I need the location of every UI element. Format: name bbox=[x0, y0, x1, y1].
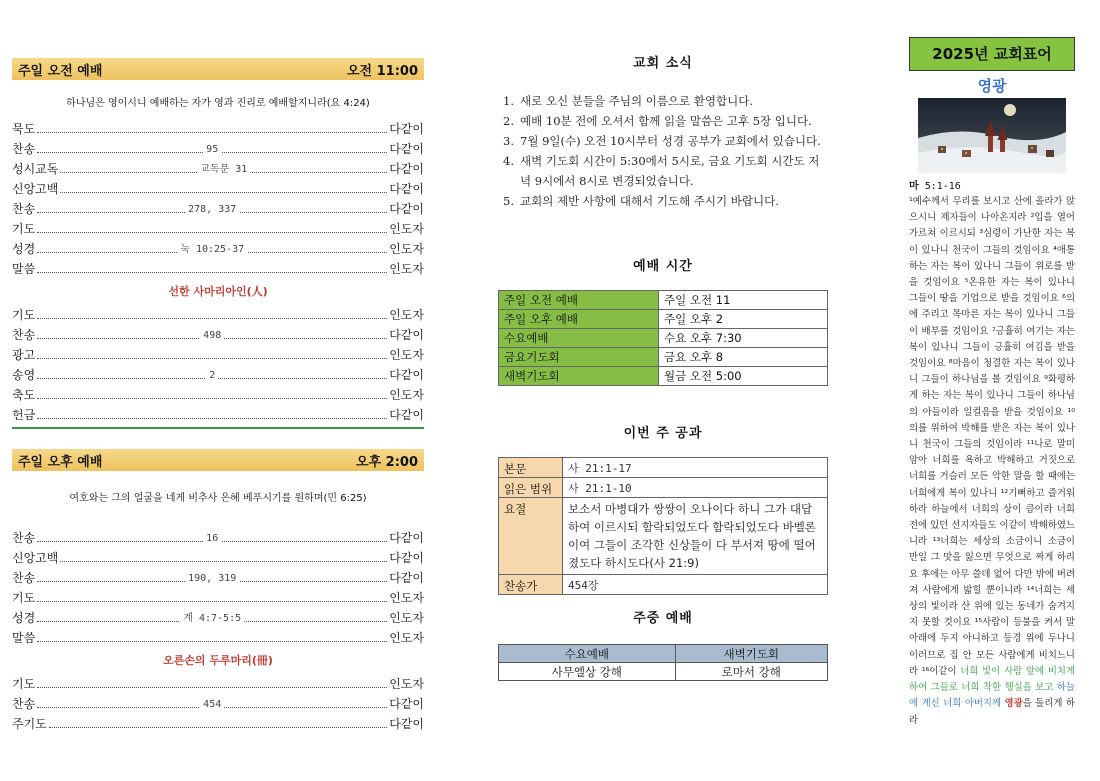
order-detail: 2 bbox=[206, 370, 218, 381]
service-name: 주일 오후 예배 bbox=[499, 310, 659, 329]
order-item: 말씀 bbox=[12, 631, 36, 645]
service-name: 주일 오전 예배 bbox=[499, 291, 659, 310]
scripture-green: 너희 빛이 사람 앞에 비치게 하여 그들로 너희 착한 행실을 보고 bbox=[909, 665, 1076, 694]
order-detail: 95 bbox=[203, 144, 221, 155]
order-leader: 인도자 bbox=[389, 308, 424, 322]
news-title: 교회 소식 bbox=[633, 56, 693, 71]
order-row bbox=[12, 237, 424, 257]
order-row bbox=[12, 383, 424, 403]
news-number: 1. bbox=[503, 94, 514, 108]
morning-order-part1 bbox=[12, 117, 424, 277]
order-item: 기도 bbox=[12, 222, 36, 236]
news-item bbox=[498, 111, 828, 131]
order-item: 기도 bbox=[12, 308, 36, 322]
news-number: 5. bbox=[503, 194, 514, 208]
order-detail: 278, 337 bbox=[185, 204, 239, 215]
motto-word: 영광 bbox=[977, 77, 1007, 95]
service-name: 수요예배 bbox=[499, 329, 659, 348]
midweek-body-row bbox=[499, 663, 828, 681]
order-row bbox=[12, 137, 424, 157]
winter-village-image bbox=[918, 98, 1066, 173]
news-number: 4. bbox=[503, 154, 514, 168]
order-row bbox=[12, 546, 424, 566]
order-leader: 다같이 bbox=[389, 551, 424, 565]
afternoon-order-part2 bbox=[12, 672, 424, 732]
news-text: 새로 오신 분들을 주님의 이름으로 환영합니다. bbox=[520, 94, 754, 108]
service-time: 주일 오전 11 bbox=[659, 291, 828, 310]
order-item: 헌금 bbox=[12, 408, 36, 422]
order-item: 성시교독 bbox=[12, 162, 59, 176]
motto-scripture bbox=[909, 194, 1075, 729]
lesson-hymn-label: 찬송가 bbox=[499, 575, 563, 595]
order-item: 찬송 bbox=[12, 202, 36, 216]
leader-dots bbox=[37, 613, 387, 624]
order-item: 찬송 bbox=[12, 531, 36, 545]
order-row bbox=[12, 343, 424, 363]
morning-order-part2 bbox=[12, 303, 424, 423]
order-detail: 454 bbox=[200, 699, 224, 710]
leader-dots bbox=[37, 533, 387, 544]
leader-dots bbox=[37, 272, 387, 273]
afternoon-title: 주일 오후 예배 bbox=[18, 454, 103, 470]
order-leader: 인도자 bbox=[389, 631, 424, 645]
order-row bbox=[12, 403, 424, 423]
morning-banner bbox=[12, 58, 424, 80]
leader-dots bbox=[49, 727, 387, 728]
lesson-title: 이번 주 공과 bbox=[623, 426, 703, 441]
order-row bbox=[12, 606, 424, 626]
order-detail: 계 4:7-5:5 bbox=[180, 609, 244, 624]
morning-title: 주일 오전 예배 bbox=[18, 63, 103, 79]
news-text: 예배 10분 전에 오셔서 함께 읽을 말씀은 고후 5장 입니다. bbox=[520, 114, 812, 128]
news-item bbox=[498, 151, 828, 191]
lesson-row-hymn bbox=[499, 575, 828, 595]
midweek-head-row bbox=[499, 645, 828, 663]
order-leader: 인도자 bbox=[389, 388, 424, 402]
order-leader: 인도자 bbox=[389, 242, 424, 256]
afternoon-sermon-title: 오른손의 두루마리(冊) bbox=[163, 654, 273, 667]
leader-dots bbox=[60, 192, 387, 193]
order-row bbox=[12, 117, 424, 137]
leader-dots bbox=[37, 318, 387, 319]
order-leader: 다같이 bbox=[389, 717, 424, 731]
leader-dots bbox=[37, 641, 387, 642]
scripture-red: 영광 bbox=[1004, 698, 1023, 710]
order-leader: 다같이 bbox=[389, 122, 424, 136]
leader-dots bbox=[37, 244, 387, 255]
order-item: 신앙고백 bbox=[12, 182, 59, 196]
leader-dots bbox=[60, 561, 387, 562]
order-row bbox=[12, 692, 424, 712]
service-time-row bbox=[499, 348, 828, 367]
service-time-row bbox=[499, 310, 828, 329]
leader-dots bbox=[37, 601, 387, 602]
order-leader: 다같이 bbox=[389, 328, 424, 342]
motto-year-title: 2025년 교회표어 bbox=[909, 37, 1075, 71]
leader-dots bbox=[37, 204, 387, 215]
order-leader: 인도자 bbox=[389, 348, 424, 362]
news-text: 7월 9일(수) 오전 10시부터 성경 공부가 교회에서 있습니다. bbox=[520, 134, 821, 148]
order-item: 찬송 bbox=[12, 328, 36, 342]
order-item: 찬송 bbox=[12, 142, 36, 156]
afternoon-service bbox=[12, 449, 424, 732]
news-item bbox=[498, 131, 828, 151]
morning-sermon-title: 선한 사마리아인(人) bbox=[168, 285, 268, 298]
service-time: 주일 오후 2 bbox=[659, 310, 828, 329]
news-item bbox=[498, 191, 828, 211]
motto-reference bbox=[909, 177, 1075, 192]
lesson-summary-value: 보소서 마병대가 쌍쌍이 오나이다 하니 그가 대답하여 이르시되 함락되었도다 함락되었도다 바벨론이여 그들이 조각한 신상들이 다 부서져 땅에 떨어졌도다 하시도다(사 21:9) bbox=[563, 498, 828, 575]
news-text: 교회의 제반 사항에 대해서 기도해 주시기 바랍니다. bbox=[520, 194, 779, 208]
order-leader: 다같이 bbox=[389, 182, 424, 196]
lesson-table bbox=[498, 457, 828, 595]
order-detail: 교독문 31 bbox=[197, 160, 250, 175]
lesson-row-summary bbox=[499, 498, 828, 575]
order-detail: 190, 319 bbox=[185, 573, 239, 584]
leader-dots bbox=[37, 358, 387, 359]
order-leader: 다같이 bbox=[389, 531, 424, 545]
order-row bbox=[12, 586, 424, 606]
order-row bbox=[12, 626, 424, 646]
afternoon-verse: 여호와는 그의 얼굴을 네게 비추사 은혜 베푸시기를 원하며(민 6:25) bbox=[69, 493, 367, 504]
service-time: 수요 오후 7:30 bbox=[659, 329, 828, 348]
service-name: 새벽기도회 bbox=[499, 367, 659, 386]
service-times-table bbox=[498, 290, 828, 386]
midweek-body-wed: 사무엘상 강해 bbox=[499, 663, 676, 681]
order-row bbox=[12, 157, 424, 177]
order-detail: 498 bbox=[200, 330, 224, 341]
scripture-main: ¹예수께서 무리를 보시고 산에 올라가 앉으시니 제자들이 나아온지라 ²입을 열어 가르쳐 이르시되 ³심령이 가난한 자는 복이 있나니 천국이 그들의 것임이요 ⁴애통하는 자는 복이 있나니 그들이 위로를 받을 것임이요 ⁵온유한 자는 복이 있나니 그들이 땅을 기업으로 받을 것임이요 ⁶의에 주리고 목마른 자는 복이 있나니 그들이 배부를 것임이요 ⁷긍휼히 여기는 자는 복이 있나니 그들이 긍휼히 여김을 받을 것임이요 ⁸마음이 청결한 자는 복이 있나니 그들이 하나님을 볼 것임이요 ⁹화평하게 하는 자는 복이 있나니 그들이 하나님의 아들이라 일컬음을 받을 것임이요 ¹⁰의를 위하여 박해를 받은 자는 복이 있나니 천국이 그들의 것임이라 ¹¹나로 말미암아 너희를 욕하고 박해하고 거짓으로 너희를 거슬러 모든 악한 말을 할 때에는 너희에게 복이 있나니 ¹²기뻐하고 즐거워하라 하늘에서 너희의 상이 큼이라 너희 전에 있던 선지자들도 이같이 박해하였느니라 ¹³너희는 세상의 소금이니 소금이 만일 그 맛을 잃으면 무엇으로 짜게 하리요 후에는 아무 쓸데 없어 다만 밖에 버려져 사람에게 밟힐 뿐이니라 ¹⁴너희는 세상의 빛이라 산 위에 있는 동네가 숨겨지지 못할 것이요 ¹⁵사람이 등불을 켜서 말 아래에 두지 아니하고 등경 위에 두나니 이러므로 집 안 모든 사람에게 비치느니라 ¹⁶이같이 bbox=[909, 196, 1075, 677]
afternoon-time: 오후 2:00 bbox=[356, 454, 418, 470]
leader-dots bbox=[37, 398, 387, 399]
order-row bbox=[12, 566, 424, 586]
order-leader: 다같이 bbox=[389, 571, 424, 585]
leader-dots bbox=[60, 164, 387, 175]
order-leader: 인도자 bbox=[389, 262, 424, 276]
order-item: 송영 bbox=[12, 368, 36, 382]
order-leader: 다같이 bbox=[389, 697, 424, 711]
morning-time: 오전 11:00 bbox=[346, 63, 418, 79]
service-time-row bbox=[499, 329, 828, 348]
order-row bbox=[12, 257, 424, 277]
service-name: 금요기도회 bbox=[499, 348, 659, 367]
order-leader: 다같이 bbox=[389, 368, 424, 382]
leader-dots bbox=[37, 687, 387, 688]
order-item: 신앙고백 bbox=[12, 551, 59, 565]
midweek-table bbox=[498, 644, 828, 681]
order-leader: 다같이 bbox=[389, 142, 424, 156]
order-item: 성경 bbox=[12, 611, 36, 625]
order-row bbox=[12, 363, 424, 383]
order-detail: 눅 10:25-37 bbox=[177, 240, 247, 255]
news-number: 3. bbox=[503, 134, 514, 148]
news-number: 2. bbox=[503, 114, 514, 128]
scripture-end: 을 돌리게 하라 bbox=[909, 698, 1075, 726]
service-time: 금요 오후 8 bbox=[659, 348, 828, 367]
midweek-head-wed: 수요예배 bbox=[499, 645, 676, 663]
order-row bbox=[12, 323, 424, 343]
midweek-title: 주중 예배 bbox=[633, 611, 693, 626]
lesson-range-value: 사 21:1-10 bbox=[563, 478, 828, 498]
lesson-text-label: 본문 bbox=[499, 458, 563, 478]
news-list bbox=[498, 91, 828, 211]
leader-dots bbox=[37, 573, 387, 584]
leader-dots bbox=[37, 330, 387, 341]
order-item: 말씀 bbox=[12, 262, 36, 276]
lesson-hymn-value: 454장 bbox=[563, 575, 828, 595]
service-time: 월금 오전 5:00 bbox=[659, 367, 828, 386]
lesson-row-range bbox=[499, 478, 828, 498]
leader-dots bbox=[37, 699, 387, 710]
lesson-summary-label: 요절 bbox=[499, 498, 563, 575]
news-text: 새벽 기도회 시간이 5:30에서 5시로, 금요 기도회 시간도 저녁 9시에서 8시로 변경되었습니다. bbox=[520, 154, 820, 188]
midweek-head-dawn: 새벽기도회 bbox=[675, 645, 827, 663]
lesson-text-value: 사 21:1-17 bbox=[563, 458, 828, 478]
section-divider bbox=[12, 427, 424, 429]
middle-column bbox=[498, 52, 828, 681]
order-row bbox=[12, 526, 424, 546]
order-detail: 16 bbox=[203, 533, 221, 544]
order-item: 광고 bbox=[12, 348, 36, 362]
morning-service bbox=[12, 58, 424, 423]
order-item: 성경 bbox=[12, 242, 36, 256]
service-times-title: 예배 시간 bbox=[633, 259, 693, 274]
leader-dots bbox=[37, 418, 387, 419]
order-leader: 인도자 bbox=[389, 611, 424, 625]
service-time-row bbox=[499, 291, 828, 310]
leader-dots bbox=[37, 370, 387, 381]
afternoon-banner bbox=[12, 449, 424, 471]
order-item: 주기도 bbox=[12, 717, 47, 731]
lesson-row-text bbox=[499, 458, 828, 478]
leader-dots bbox=[37, 144, 387, 155]
order-item: 기도 bbox=[12, 677, 36, 691]
news-item bbox=[498, 91, 828, 111]
leader-dots bbox=[37, 232, 387, 233]
order-row bbox=[12, 217, 424, 237]
motto-ref-range: 5:1-16 bbox=[924, 181, 961, 192]
morning-verse: 하나님은 영이시니 예배하는 자가 영과 진리로 예배할지니라(요 4:24) bbox=[66, 98, 370, 109]
leader-dots bbox=[37, 132, 387, 133]
afternoon-order-part1 bbox=[12, 526, 424, 646]
order-leader: 다같이 bbox=[389, 202, 424, 216]
motto-ref-book: 마 bbox=[909, 181, 919, 192]
order-leader: 다같이 bbox=[389, 408, 424, 422]
order-row bbox=[12, 303, 424, 323]
midweek-body-dawn: 로마서 강해 bbox=[675, 663, 827, 681]
order-row bbox=[12, 712, 424, 732]
motto-column bbox=[909, 37, 1075, 729]
order-item: 찬송 bbox=[12, 697, 36, 711]
order-row bbox=[12, 177, 424, 197]
order-item: 묵도 bbox=[12, 122, 36, 136]
order-item: 찬송 bbox=[12, 571, 36, 585]
order-item: 기도 bbox=[12, 591, 36, 605]
scripture-blue: 하늘에 계신 너희 아버지께 bbox=[909, 682, 1075, 710]
order-row bbox=[12, 672, 424, 692]
order-row bbox=[12, 197, 424, 217]
service-time-row bbox=[499, 367, 828, 386]
order-leader: 인도자 bbox=[389, 591, 424, 605]
lesson-range-label: 읽은 범위 bbox=[499, 478, 563, 498]
order-leader: 다같이 bbox=[389, 162, 424, 176]
order-leader: 인도자 bbox=[389, 677, 424, 691]
order-leader: 인도자 bbox=[389, 222, 424, 236]
order-item: 축도 bbox=[12, 388, 36, 402]
